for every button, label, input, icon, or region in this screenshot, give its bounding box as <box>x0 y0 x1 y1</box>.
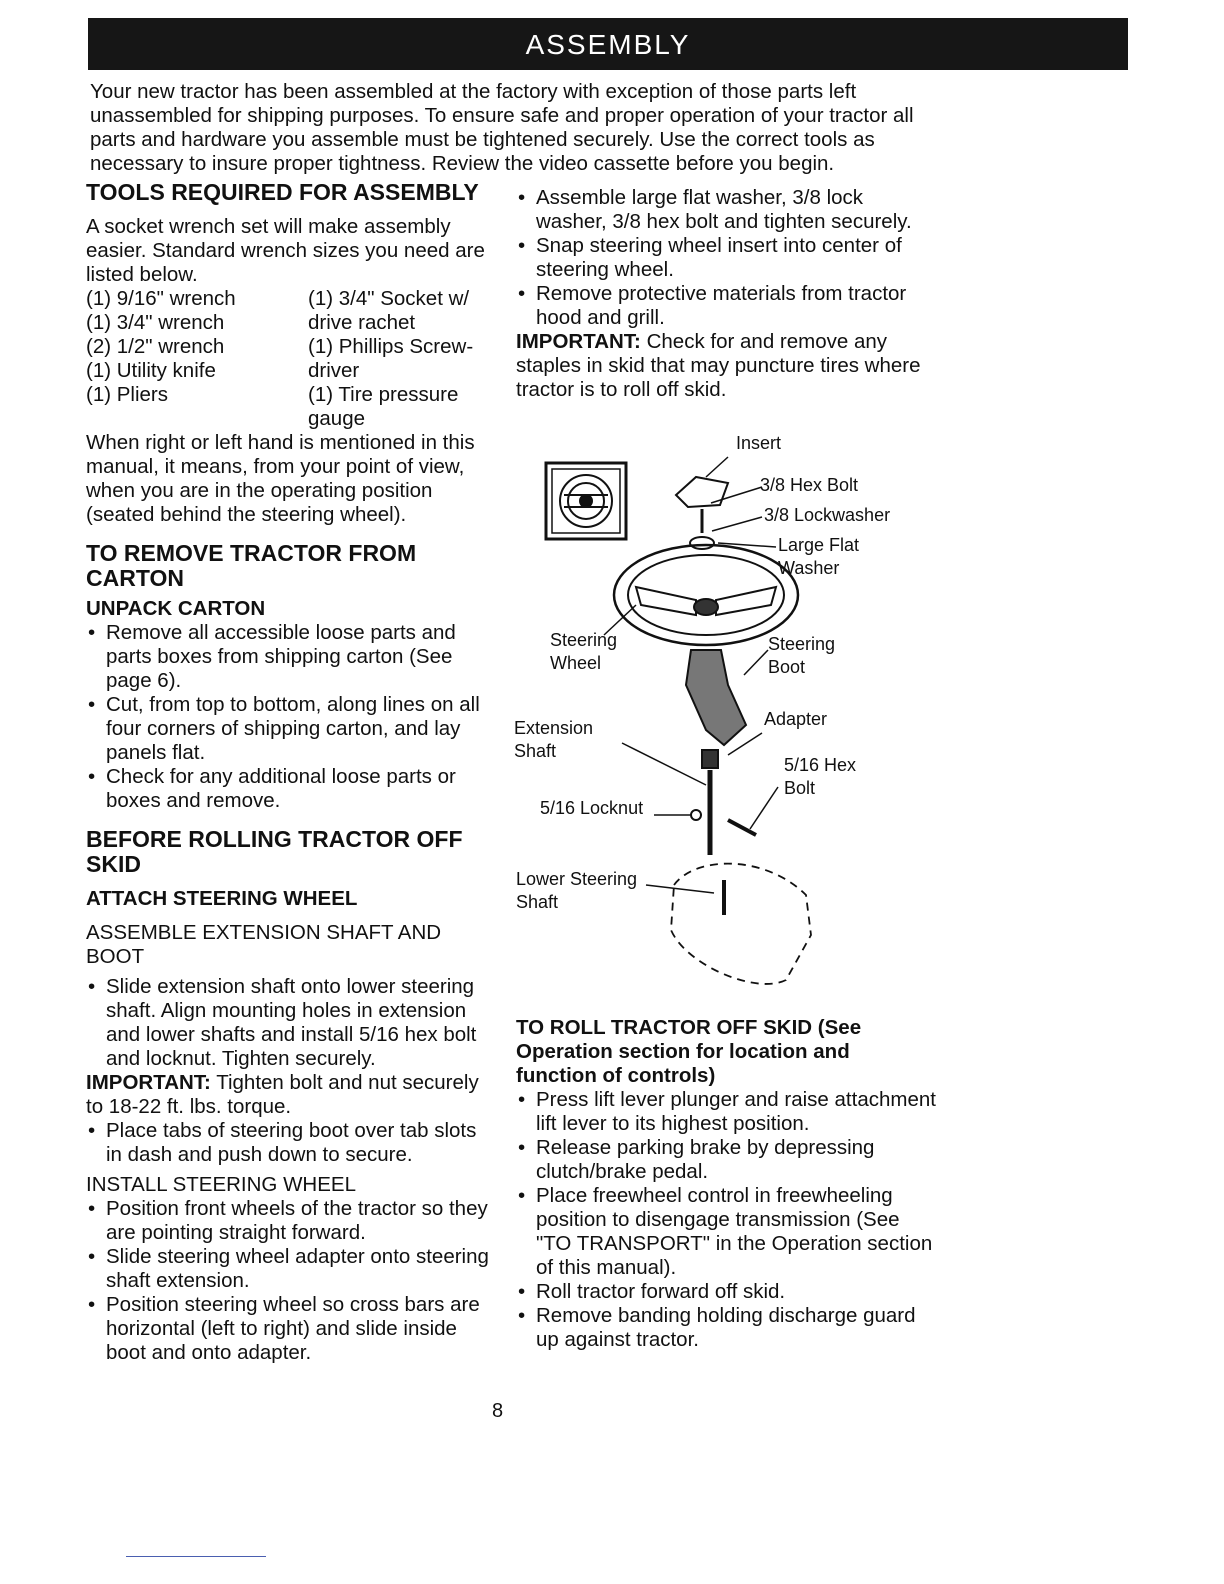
install-subheading: INSTALL STEERING WHEEL <box>86 1173 356 1196</box>
list-item: • Place tabs of steering boot over tab slots in dash and push down to secure. <box>86 1119 496 1167</box>
tools-heading: TOOLS REQUIRED FOR ASSEMBLY <box>86 179 479 205</box>
table-row: (2) 1/2" wrench (1) Phillips Screw- <box>86 335 474 358</box>
list-item: • Cut, from top to bottom, along lines on all four corners of shipping carton, and lay panels flat. <box>86 693 496 765</box>
label-locknut: 5/16 Locknut <box>540 798 644 818</box>
label-steering-wheel-1: Steering <box>550 630 618 650</box>
hand-note: When right or left hand is mentioned in this manual, it means, from your point of view, when you are in the operating position (seated behind the steering wheel). <box>86 431 475 526</box>
right-column-bottom <box>516 1016 936 1352</box>
label-extension-2: Shaft <box>514 741 557 761</box>
list-item: • Remove protective materials from tractor hood and grill. <box>516 282 936 330</box>
label-lockwasher: 3/8 Lockwasher <box>764 505 891 525</box>
important-note: IMPORTANT: Tighten bolt and nut securely to 18-22 ft. lbs. torque. <box>86 1071 479 1118</box>
important-staples: IMPORTANT: Check for and remove any staples in skid that may puncture tires where tractor is to roll off skid. <box>516 330 921 401</box>
label-hex-bolt-516-2: Bolt <box>784 778 816 798</box>
list-item: • Slide steering wheel adapter onto steering shaft extension. <box>86 1245 496 1293</box>
list-item: • Place freewheel control in freewheeling position to disengage transmission (See "TO TRANSPORT" in the Operation section of this manual). <box>516 1184 936 1280</box>
label-lower-shaft-2: Shaft <box>516 892 559 912</box>
label-hex-bolt-38: 3/8 Hex Bolt <box>760 475 859 495</box>
wheel-list <box>516 186 936 330</box>
label-flat-washer-2: Washer <box>778 558 840 578</box>
dash-housing <box>671 864 811 984</box>
label-hex-bolt-516-1: 5/16 Hex <box>784 755 857 775</box>
before-heading: BEFORE ROLLING TRACTOR OFF SKID <box>86 826 463 877</box>
boot-list <box>86 1119 496 1167</box>
label-extension-1: Extension <box>514 718 594 738</box>
label-steering-boot-2: Boot <box>768 657 806 677</box>
list-item: • Snap steering wheel insert into center of steering wheel. <box>516 234 936 282</box>
steering-assembly-diagram <box>506 425 926 1010</box>
list-item: • Roll tractor forward off skid. <box>516 1280 936 1304</box>
steering-wheel-rim <box>614 545 798 645</box>
label-flat-washer-1: Large Flat <box>778 535 860 555</box>
label-steering-wheel-2: Wheel <box>550 653 602 673</box>
install-list <box>86 1197 496 1365</box>
tools-text: A socket wrench set will make assembly easier. Standard wrench sizes you need are listed below. <box>86 215 485 286</box>
tools-table <box>86 287 473 431</box>
steering-boot-shape <box>686 650 746 745</box>
table-row: (1) 3/4" wrench drive rachet <box>86 311 416 334</box>
unpack-subheading: UNPACK CARTON <box>86 597 266 620</box>
list-item: • Assemble large flat washer, 3/8 lock washer, 3/8 hex bolt and tighten securely. <box>516 186 936 234</box>
unpack-list <box>86 621 496 813</box>
table-row: gauge <box>308 407 366 430</box>
assemble-subheading: ASSEMBLE EXTENSION SHAFT AND BOOT <box>86 921 442 968</box>
remove-heading: TO REMOVE TRACTOR FROM CARTON <box>86 540 417 591</box>
list-item: • Press lift lever plunger and raise attachment lift lever to its highest position. <box>516 1088 936 1136</box>
section-banner: ASSEMBLY <box>88 18 1128 70</box>
attach-subheading: ATTACH STEERING WHEEL <box>86 887 358 910</box>
roll-list <box>516 1088 936 1352</box>
list-item: • Remove all accessible loose parts and parts boxes from shipping carton (See page 6). <box>86 621 496 693</box>
label-adapter: Adapter <box>764 709 828 729</box>
table-row: (1) Pliers (1) Tire pressure <box>86 383 459 406</box>
list-item: • Remove banding holding discharge guard up against tractor. <box>516 1304 936 1352</box>
page-number: 8 <box>492 1400 504 1422</box>
insert-shape <box>676 477 728 507</box>
list-item: • Position front wheels of the tractor so they are pointing straight forward. <box>86 1197 496 1245</box>
list-item: • Release parking brake by depressing clutch/brake pedal. <box>516 1136 936 1184</box>
label-steering-boot-1: Steering <box>768 634 836 654</box>
table-row: (1) 9/16" wrench (1) 3/4" Socket w/ <box>86 287 470 310</box>
table-row: (1) Utility knife driver <box>86 359 360 382</box>
label-insert: Insert <box>736 433 782 453</box>
label-lower-shaft-1: Lower Steering <box>516 869 638 889</box>
roll-heading: TO ROLL TRACTOR OFF SKID (See Operation section for location and function of controls) <box>516 1016 862 1087</box>
list-item: • Slide extension shaft onto lower steering shaft. Align mounting holes in extension and lower shafts and install 5/16 hex bolt and locknut. Tighten securely. <box>86 975 496 1071</box>
intro-paragraph: Your new tractor has been assembled at the factory with exception of those parts left unassembled for shipping purposes. To ensure safe and proper operation of your tractor all parts and hardware you assemble must be tightened securely. Use the correct tools as necessary to insure proper tightness. Review the video cassette before you begin. <box>90 80 914 175</box>
list-item: • Check for any additional loose parts or boxes and remove. <box>86 765 496 813</box>
right-column-top <box>516 186 936 402</box>
footer-rule <box>126 1556 266 1557</box>
assemble-list <box>86 975 496 1071</box>
list-item: • Position steering wheel so cross bars are horizontal (left to right) and slide inside boot and onto adapter. <box>86 1293 496 1365</box>
left-column <box>86 180 496 1365</box>
